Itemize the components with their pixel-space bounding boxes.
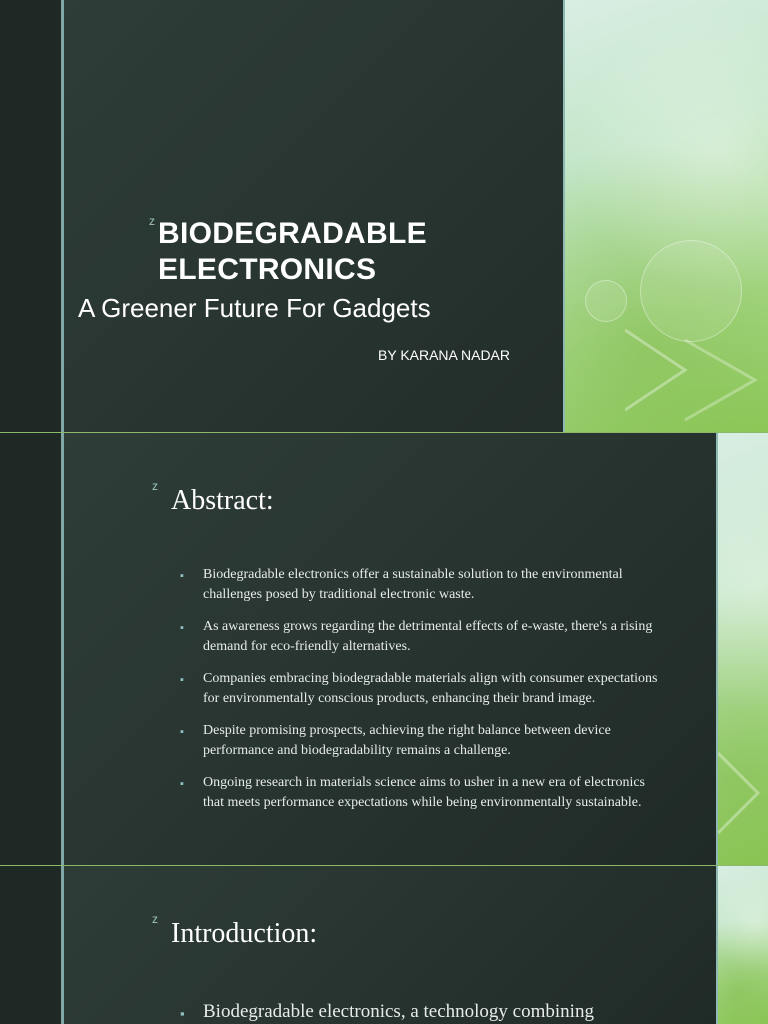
list-item (180, 565, 660, 605)
abstract-slide (0, 433, 768, 865)
slide-marker: z (149, 214, 155, 228)
chevron-pattern-icon (625, 320, 768, 430)
bullet-text: Biodegradable electronics, a technology combining (203, 1001, 594, 1022)
left-strip (0, 0, 61, 432)
panel-edge-line (716, 433, 718, 865)
accent-line (61, 433, 64, 865)
green-decor-panel (718, 433, 768, 865)
bullet-square-icon: ▪ (180, 1006, 185, 1021)
bullet-square-icon: ▪ (180, 726, 184, 738)
bullet-square-icon: ▪ (180, 622, 184, 634)
abstract-bullet-list (180, 565, 660, 825)
bullet-square-icon: ▪ (180, 778, 184, 790)
accent-line (61, 0, 64, 432)
bullet-text: Biodegradable electronics offer a sustainable solution to the environmental challenges posed by traditional electronic waste. (203, 567, 623, 602)
green-decor-panel (565, 0, 768, 432)
slide-marker: z (152, 912, 158, 926)
bullet-text: Ongoing research in materials science aims to usher in a new era of electronics that meets performance expectations while being environmentally sustainable. (203, 775, 645, 810)
panel-edge-line (716, 866, 718, 1024)
presentation-title: BIODEGRADABLE ELECTRONICS (158, 217, 427, 286)
presentation-subtitle: A Greener Future For Gadgets (78, 293, 431, 323)
left-strip (0, 866, 61, 1024)
left-strip (0, 433, 61, 865)
list-item (180, 721, 660, 761)
bullet-text: As awareness grows regarding the detrimental effects of e-waste, there's a rising demand for eco-friendly alternatives. (203, 619, 653, 654)
list-item (180, 617, 660, 657)
chevron-pattern-icon (718, 733, 768, 863)
introduction-bullet-list (180, 1000, 700, 1024)
list-item (180, 669, 660, 709)
author-byline: BY KARANA NADAR (378, 347, 511, 363)
bullet-text: Despite promising prospects, achieving the right balance between device performance and biodegradability remains a challenge. (203, 723, 611, 758)
section-heading: Abstract: (171, 485, 274, 516)
slide-marker: z (152, 479, 158, 493)
bullet-square-icon: ▪ (180, 570, 184, 582)
section-heading: Introduction: (171, 918, 318, 949)
introduction-slide (0, 866, 768, 1024)
panel-edge-line (563, 0, 565, 432)
decor-circle (585, 280, 627, 322)
green-decor-panel (718, 866, 768, 1024)
bullet-square-icon: ▪ (180, 674, 184, 686)
list-item (180, 1000, 700, 1024)
list-item (180, 773, 660, 813)
accent-line (61, 866, 64, 1024)
title-slide (0, 0, 768, 432)
bullet-text: Companies embracing biodegradable materials align with consumer expectations for environmentally conscious products, enhancing their brand image. (203, 671, 658, 706)
